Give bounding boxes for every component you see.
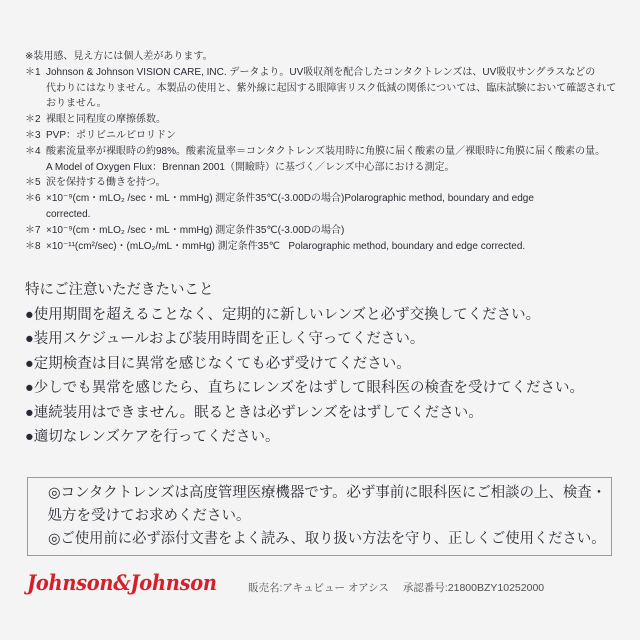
- footnote-intro: ※装用感、見え方には個人差があります。: [25, 51, 213, 62]
- footnote-text: [46, 65, 617, 112]
- notice-line: ◎ご使用前に必ず添付文書をよく読み、取り扱い方法を守り、正しくご使用ください。: [47, 531, 606, 547]
- caution-item: ●少しでも異常を感じたら、直ちにレンズをはずして眼科医の検査を受けてください。: [25, 380, 584, 396]
- footnote-text: [46, 223, 617, 239]
- footnote-text: [46, 128, 617, 144]
- footnote-line: ×10⁻⁹(cm・mLO₂ /sec・mL・mmHg) 測定条件35℃(-3.00Dの場合): [46, 224, 345, 236]
- footnote-line: PVP：ポリビニルピロリドン: [46, 129, 177, 141]
- footnote-line: Johnson & Johnson VISION CARE, INC. データより。UV吸収剤を配合したコンタクトレンズは、UV吸収サングラスなどの: [46, 66, 596, 78]
- footnote-6: [25, 191, 617, 223]
- caution-list: [25, 278, 620, 450]
- footnote-8: [25, 239, 617, 255]
- product-info: [248, 581, 618, 595]
- footnote-marker: ＊6: [25, 193, 41, 205]
- footnote-3: [25, 128, 617, 144]
- approval-number: 承認番号:21800BZY10252000: [402, 582, 545, 594]
- footnote-line: 裸眼と同程度の摩擦係数。: [46, 114, 166, 126]
- caution-item: ●使用期間を超えることなく、定期的に新しいレンズと必ず交換してください。: [25, 306, 541, 323]
- footnote-5: [25, 175, 617, 191]
- footnote-marker: ＊4: [25, 145, 41, 157]
- footnote-text: [46, 239, 617, 255]
- brand-logo: Johnson&Johnson: [27, 570, 217, 595]
- footnote-1: [25, 65, 617, 112]
- footnote-marker: ＊5: [25, 177, 41, 189]
- footnote-line: corrected.: [46, 208, 91, 220]
- footnote-text: [46, 144, 617, 176]
- caution-item: ●定期検査は目に異常を感じなくても必ず受けてください。: [25, 355, 411, 372]
- caution-item: ●適切なレンズケアを行ってください。: [25, 429, 280, 445]
- footnote-line: 代わりにはなりません。本製品の使用と、紫外線に起因する眼障害リスク低減の関係については、臨床試験において確認されて: [46, 82, 617, 94]
- footnote-4: [25, 144, 617, 176]
- footnote-line: ×10⁻⁹(cm・mLO₂ /sec・mL・mmHg) 測定条件35℃(-3.00Dの場合)Polarographic method, boundary and edge: [46, 193, 534, 205]
- footnote-text: [46, 175, 617, 191]
- notice-box: [27, 477, 612, 556]
- footnote-marker: ＊7: [25, 224, 41, 236]
- caution-item: ●連続装用はできません。眠るときは必ずレンズをはずしてください。: [25, 404, 483, 421]
- footnote-line: 酸素流量率が裸眼時の約98%。酸素流量率＝コンタクトレンズ装用時に角膜に届く酸素の量／裸眼時に角膜に届く酸素の量。: [46, 145, 606, 157]
- caution-heading: 特にご注意いただきたいこと: [25, 282, 214, 298]
- footnote-line: ×10⁻¹¹(cm²/sec)・(mLO₂/mL・mmHg) 測定条件35℃ Polarographic method, boundary and edge corrected.: [46, 240, 526, 252]
- footnote-text: [46, 191, 617, 223]
- footnote-7: [25, 223, 617, 239]
- footnotes: [25, 49, 617, 254]
- notice-item-medical-device: [48, 482, 606, 528]
- footnote-line: A Model of Oxygen Flux：Brennan 2001（開瞼時）に基づく／レンズ中心部における測定。: [46, 161, 455, 173]
- footnote-marker: ＊3: [25, 129, 41, 141]
- notice-line: 処方を受けてお求めください。: [47, 508, 251, 524]
- notice-item-read-instructions: [48, 528, 606, 551]
- footnote-line: おりません。: [46, 98, 107, 110]
- footnote-2: [25, 112, 617, 128]
- footnote-marker: ＊1: [25, 66, 41, 78]
- product-name: 販売名:アキュビュー オアシス: [248, 582, 389, 594]
- footnote-marker: ＊2: [25, 114, 41, 126]
- footnote-text: [46, 112, 617, 128]
- footnote-line: 涙を保持する働きを持つ。: [46, 177, 166, 189]
- caution-item: ●装用スケジュールおよび装用時間を正しく守ってください。: [25, 331, 425, 347]
- footnote-marker: ＊8: [25, 240, 41, 252]
- notice-line: ◎コンタクトレンズは高度管理医療機器です。必ず事前に眼科医にご相談の上、検査・: [47, 485, 606, 501]
